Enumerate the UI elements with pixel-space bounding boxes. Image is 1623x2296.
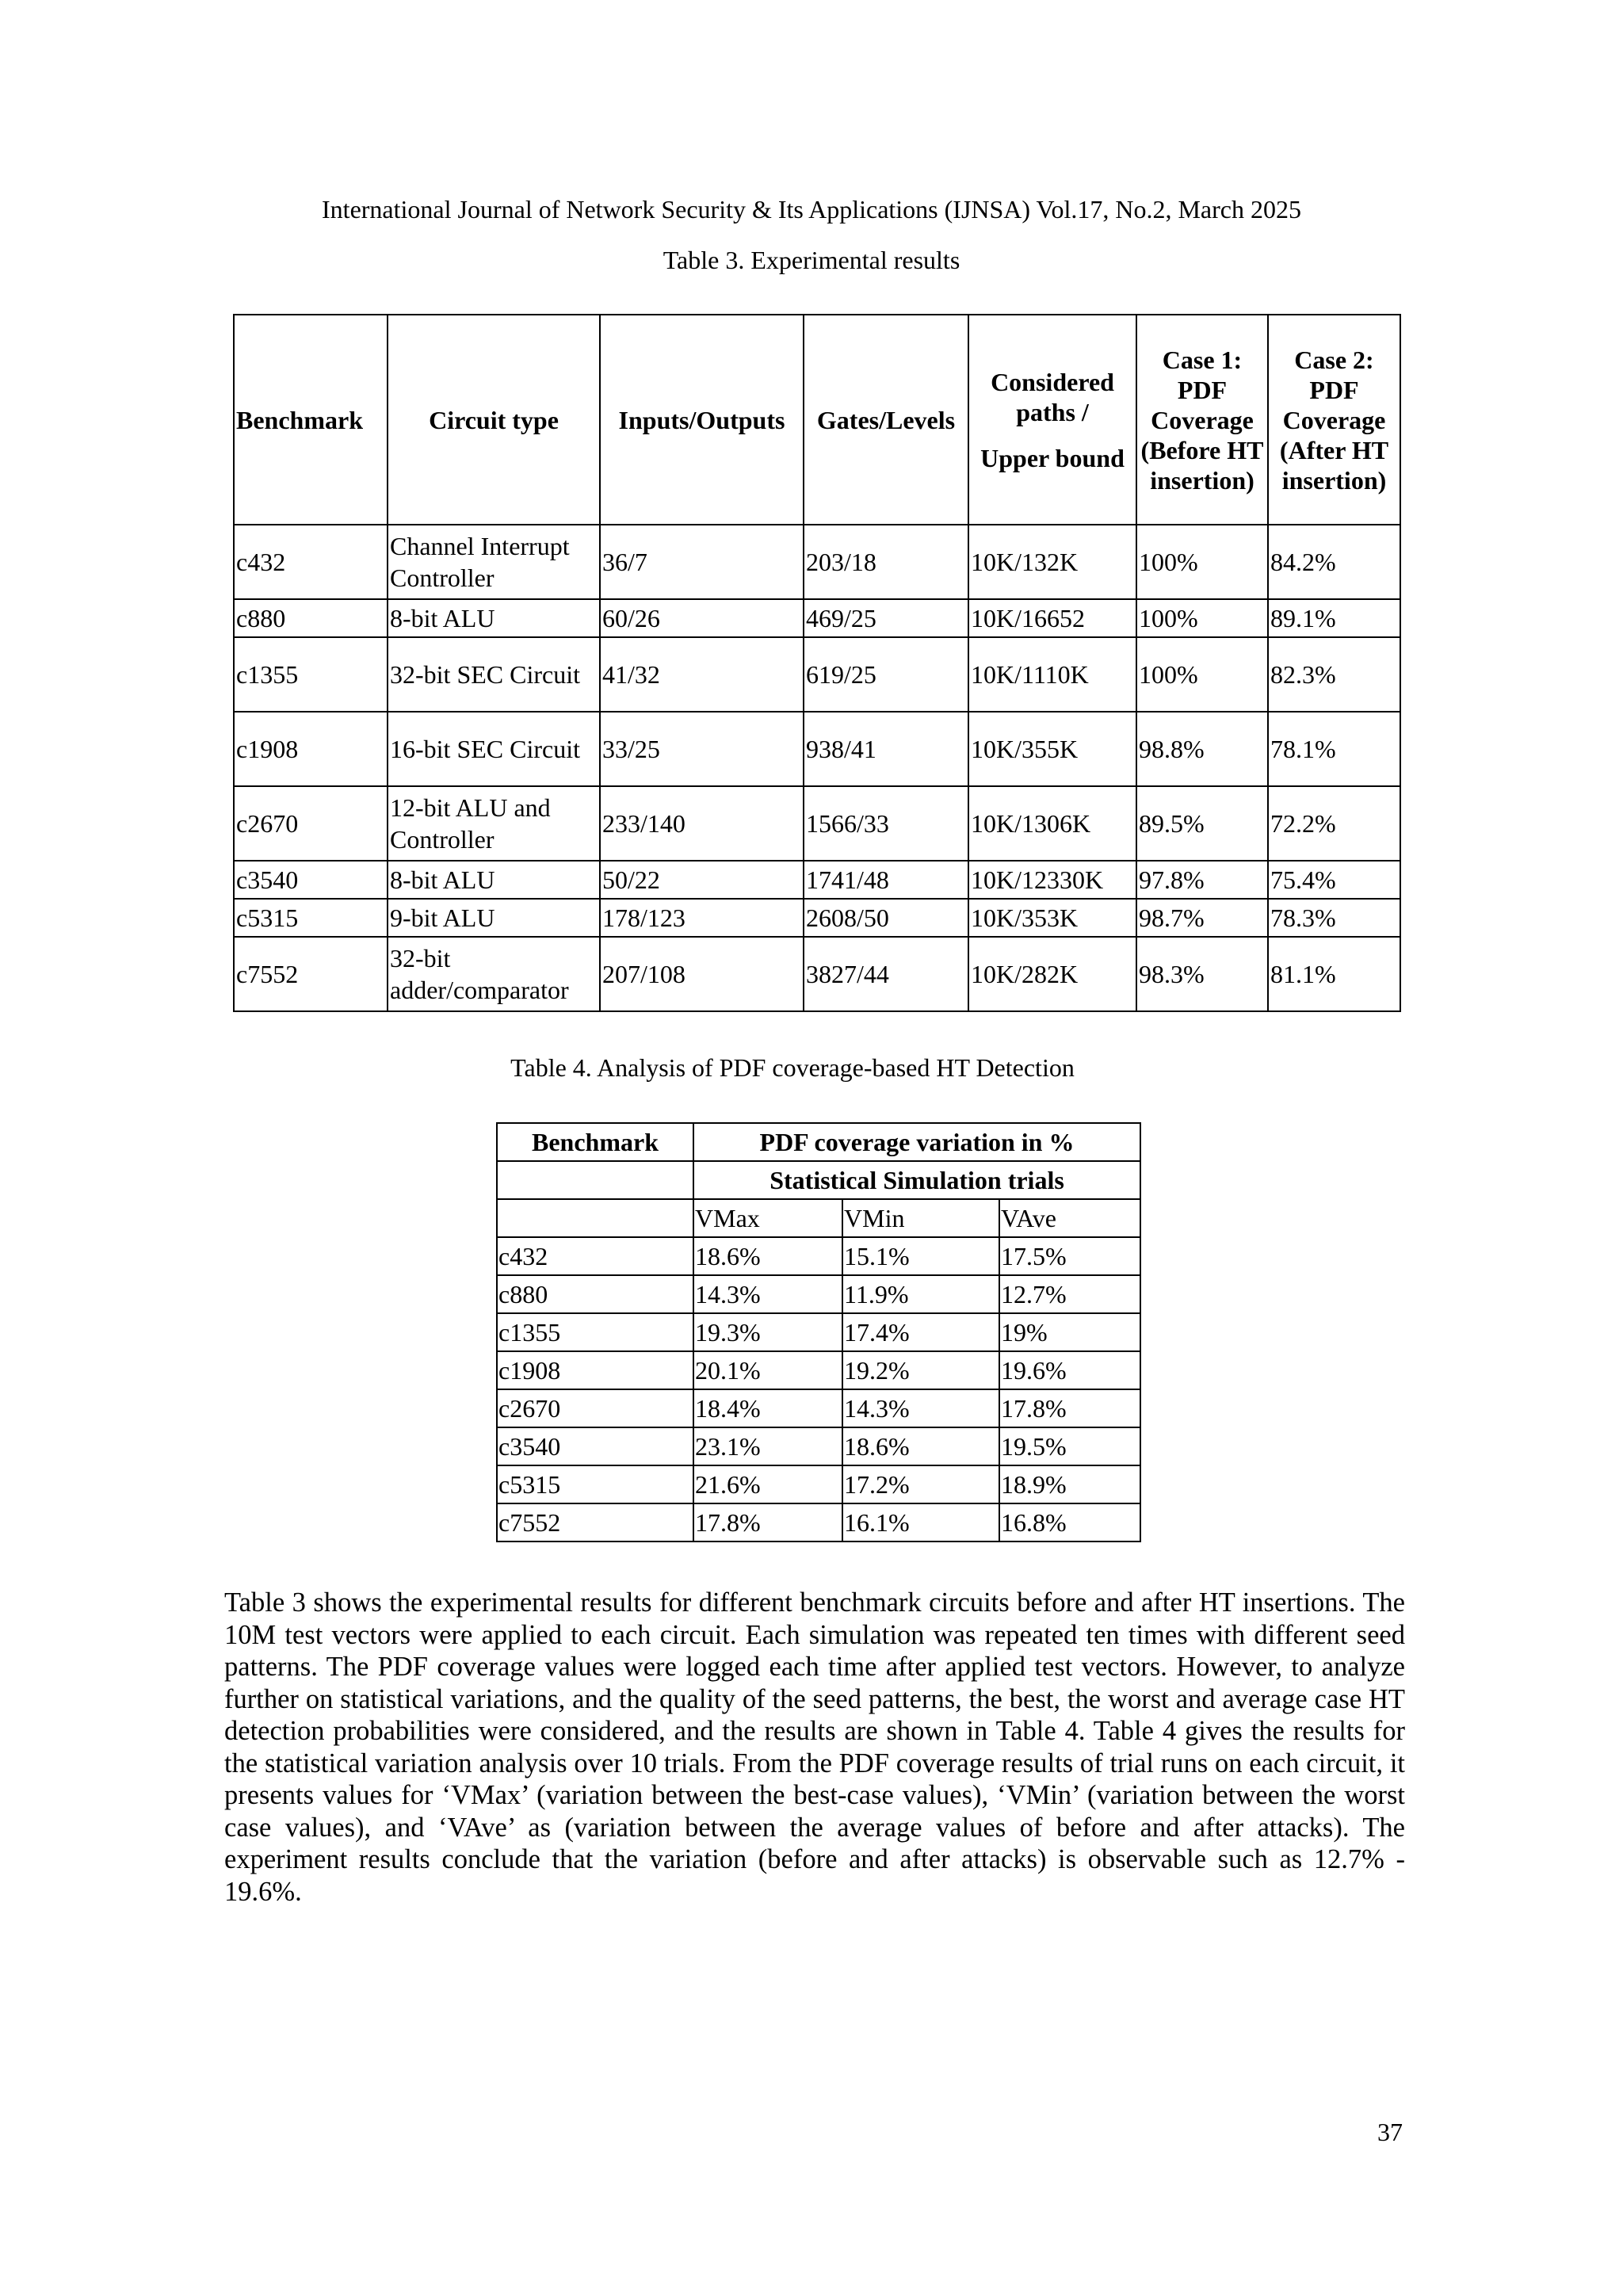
table3-cell-paths: 10K/1110K xyxy=(968,637,1136,712)
table4-cell-vmin: 17.2% xyxy=(842,1465,999,1503)
table4-cell-vave: 12.7% xyxy=(999,1275,1140,1313)
table3-col-paths-line2: Upper bound xyxy=(980,443,1125,472)
table3-cell-paths: 10K/12330K xyxy=(968,861,1136,899)
table4-col-benchmark: Benchmark xyxy=(497,1123,693,1161)
table3-col-paths-line1: Considered paths / xyxy=(991,367,1114,426)
table3-cell-io: 36/7 xyxy=(600,525,804,599)
table3-cell-case1: 100% xyxy=(1136,637,1268,712)
table3-col-benchmark: Benchmark xyxy=(234,315,388,525)
table3-cell-circuit-type: 8-bit ALU xyxy=(388,599,600,637)
table4-cell-benchmark: c7552 xyxy=(497,1503,693,1541)
table3-row xyxy=(234,786,1400,861)
table4-row xyxy=(497,1275,1140,1313)
table3-cell-io: 60/26 xyxy=(600,599,804,637)
table4-cell-vmax: 21.6% xyxy=(693,1465,842,1503)
table3-cell-case2: 82.3% xyxy=(1268,637,1400,712)
table3-cell-case1: 100% xyxy=(1136,525,1268,599)
table3-cell-io: 207/108 xyxy=(600,937,804,1011)
table3-cell-io: 50/22 xyxy=(600,861,804,899)
body-paragraph: Table 3 shows the experimental results for different benchmark circuits before and after HT insertions. The 10M test vectors were applied to each circuit. Each simulation was repeated ten times with different seed patterns. The PDF coverage values were logged each time after applied test vectors. However, to analyze further on statistical variations, and the quality of the seed patterns, the best, the worst and average case HT detection probabilities were considered, and the results are shown in Table 4. Table 4 gives the results for the statistical variation analysis over 10 trials. From the PDF coverage results of trial runs on each circuit, it presents values for ‘VMax’ (variation between the best-case values), ‘VMin’ (variation between the worst case values), and ‘VAve’ as (variation between the average values of before and after attacks). The experiment results conclude that the variation (before and after attacks) is observable such as 12.7% - 19.6%. xyxy=(224,1587,1405,1907)
table3-cell-benchmark: c1355 xyxy=(234,637,388,712)
table4-empty-cell xyxy=(497,1199,693,1237)
table3-col-io: Inputs/Outputs xyxy=(600,315,804,525)
table3-cell-io: 33/25 xyxy=(600,712,804,786)
table3-col-case2 xyxy=(1268,315,1400,525)
table3-cell-circuit-type: 32-bit SEC Circuit xyxy=(388,637,600,712)
table3-row xyxy=(234,899,1400,937)
table4-caption: Table 4. Analysis of PDF coverage-based HT Detection xyxy=(510,1053,1075,1082)
table4-cell-vave: 16.8% xyxy=(999,1503,1140,1541)
table4-cell-vave: 17.5% xyxy=(999,1237,1140,1275)
table4-row xyxy=(497,1427,1140,1465)
table3-cell-case1: 89.5% xyxy=(1136,786,1268,861)
table3-cell-paths: 10K/1306K xyxy=(968,786,1136,861)
table4-cell-benchmark: c432 xyxy=(497,1237,693,1275)
table3-cell-paths: 10K/132K xyxy=(968,525,1136,599)
table4-row xyxy=(497,1237,1140,1275)
table3-cell-gates: 1741/48 xyxy=(804,861,968,899)
table4-cell-benchmark: c1908 xyxy=(497,1351,693,1389)
table3-cell-case2: 78.3% xyxy=(1268,899,1400,937)
table4-col-trials: Statistical Simulation trials xyxy=(693,1161,1140,1199)
table3-cell-gates: 3827/44 xyxy=(804,937,968,1011)
table4-row xyxy=(497,1465,1140,1503)
table4-empty-cell xyxy=(497,1161,693,1199)
table3-col-case1-line3: (Before HT insertion) xyxy=(1140,435,1264,495)
table3-cell-circuit-type: 8-bit ALU xyxy=(388,861,600,899)
table4-cell-vmin: 11.9% xyxy=(842,1275,999,1313)
table3-col-case2-line3: (After HT insertion) xyxy=(1279,435,1389,495)
table3-col-circuit-type: Circuit type xyxy=(388,315,600,525)
table3-col-case1 xyxy=(1136,315,1268,525)
table3-cell-io: 41/32 xyxy=(600,637,804,712)
table3-col-case1-line2: PDF Coverage xyxy=(1151,375,1254,434)
table3-caption: Table 3. Experimental results xyxy=(663,246,960,274)
table3-cell-case2: 75.4% xyxy=(1268,861,1400,899)
table4-cell-vmin: 19.2% xyxy=(842,1351,999,1389)
table3-cell-case2: 72.2% xyxy=(1268,786,1400,861)
table4-cell-vave: 18.9% xyxy=(999,1465,1140,1503)
table4-row xyxy=(497,1503,1140,1541)
table3-row xyxy=(234,861,1400,899)
table4-row xyxy=(497,1313,1140,1351)
table3-cell-gates: 2608/50 xyxy=(804,899,968,937)
table3-cell-gates: 203/18 xyxy=(804,525,968,599)
table3-cell-benchmark: c5315 xyxy=(234,899,388,937)
table4 xyxy=(496,1122,1141,1542)
table3-row xyxy=(234,599,1400,637)
table4-cell-vmin: 17.4% xyxy=(842,1313,999,1351)
table3-cell-circuit-type: 9-bit ALU xyxy=(388,899,600,937)
table4-cell-vmax: 18.6% xyxy=(693,1237,842,1275)
table4-cell-vmin: 14.3% xyxy=(842,1389,999,1427)
table3-cell-case1: 98.3% xyxy=(1136,937,1268,1011)
table4-row xyxy=(497,1351,1140,1389)
table3-cell-circuit-type: Channel Interrupt Controller xyxy=(388,525,600,599)
table3-cell-circuit-type: 16-bit SEC Circuit xyxy=(388,712,600,786)
page-number: 37 xyxy=(1377,2118,1403,2146)
table4-cell-benchmark: c5315 xyxy=(497,1465,693,1503)
table4-cell-vave: 19.5% xyxy=(999,1427,1140,1465)
table3-cell-gates: 619/25 xyxy=(804,637,968,712)
table3-cell-benchmark: c880 xyxy=(234,599,388,637)
table4-cell-vmax: 23.1% xyxy=(693,1427,842,1465)
table3-row xyxy=(234,637,1400,712)
table3-cell-case2: 78.1% xyxy=(1268,712,1400,786)
table4-col-variation: PDF coverage variation in % xyxy=(693,1123,1140,1161)
table3-cell-case1: 97.8% xyxy=(1136,861,1268,899)
table4-cell-vmax: 19.3% xyxy=(693,1313,842,1351)
table3-cell-circuit-type: 32-bit adder/comparator xyxy=(388,937,600,1011)
table3-cell-case2: 81.1% xyxy=(1268,937,1400,1011)
table3-row xyxy=(234,525,1400,599)
table4-cell-benchmark: c2670 xyxy=(497,1389,693,1427)
table4-cell-vmin: 16.1% xyxy=(842,1503,999,1541)
journal-header: International Journal of Network Security & Its Applications (IJNSA) Vol.17, No.2, March 2025 xyxy=(322,195,1301,223)
table3 xyxy=(233,314,1401,1012)
table4-metric-row xyxy=(497,1199,1140,1237)
table3-header-row xyxy=(234,315,1400,525)
table3-cell-benchmark: c432 xyxy=(234,525,388,599)
table3-cell-paths: 10K/282K xyxy=(968,937,1136,1011)
table4-cell-vmax: 14.3% xyxy=(693,1275,842,1313)
table3-cell-paths: 10K/353K xyxy=(968,899,1136,937)
table3-col-case1-line1: Case 1: xyxy=(1162,345,1243,374)
table4-col-vmax: VMax xyxy=(693,1199,842,1237)
table3-cell-gates: 1566/33 xyxy=(804,786,968,861)
table3-cell-benchmark: c1908 xyxy=(234,712,388,786)
table3-col-gates: Gates/Levels xyxy=(804,315,968,525)
table3-cell-case1: 100% xyxy=(1136,599,1268,637)
table3-cell-circuit-type: 12-bit ALU and Controller xyxy=(388,786,600,861)
table3-cell-benchmark: c2670 xyxy=(234,786,388,861)
table4-cell-benchmark: c1355 xyxy=(497,1313,693,1351)
table4-cell-vmin: 18.6% xyxy=(842,1427,999,1465)
table4-subheader-row xyxy=(497,1161,1140,1199)
table3-row xyxy=(234,937,1400,1011)
table3-cell-paths: 10K/16652 xyxy=(968,599,1136,637)
table3-cell-case1: 98.7% xyxy=(1136,899,1268,937)
table4-cell-vmax: 17.8% xyxy=(693,1503,842,1541)
table4-header-row xyxy=(497,1123,1140,1161)
table3-cell-case2: 84.2% xyxy=(1268,525,1400,599)
table4-cell-vmin: 15.1% xyxy=(842,1237,999,1275)
table3-cell-gates: 938/41 xyxy=(804,712,968,786)
table3-cell-paths: 10K/355K xyxy=(968,712,1136,786)
table3-cell-benchmark: c7552 xyxy=(234,937,388,1011)
table4-cell-vave: 19% xyxy=(999,1313,1140,1351)
table4-cell-vmax: 18.4% xyxy=(693,1389,842,1427)
table3-col-case2-line2: PDF Coverage xyxy=(1282,375,1386,434)
table3-row xyxy=(234,712,1400,786)
table3-col-paths xyxy=(968,315,1136,525)
table4-cell-vave: 19.6% xyxy=(999,1351,1140,1389)
table3-cell-case2: 89.1% xyxy=(1268,599,1400,637)
table4-cell-benchmark: c3540 xyxy=(497,1427,693,1465)
table4-col-vmin: VMin xyxy=(842,1199,999,1237)
table3-cell-io: 233/140 xyxy=(600,786,804,861)
table4-cell-vmax: 20.1% xyxy=(693,1351,842,1389)
table3-col-case2-line1: Case 2: xyxy=(1294,345,1374,374)
table3-cell-case1: 98.8% xyxy=(1136,712,1268,786)
table3-cell-gates: 469/25 xyxy=(804,599,968,637)
table4-cell-vave: 17.8% xyxy=(999,1389,1140,1427)
table3-cell-io: 178/123 xyxy=(600,899,804,937)
table4-col-vave: VAve xyxy=(999,1199,1140,1237)
table4-row xyxy=(497,1389,1140,1427)
table3-cell-benchmark: c3540 xyxy=(234,861,388,899)
table4-cell-benchmark: c880 xyxy=(497,1275,693,1313)
